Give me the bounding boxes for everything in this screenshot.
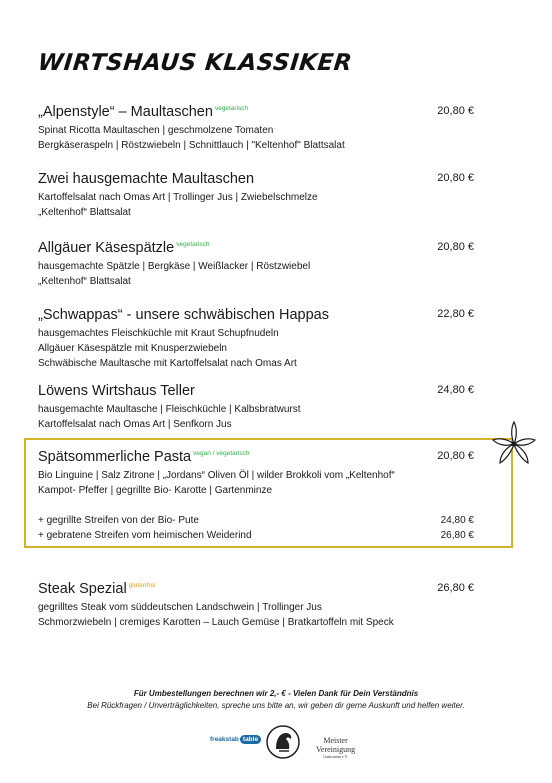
dish-description: Schwäbische Maultasche mit Kartoffelsalat nach Omas Art — [38, 358, 297, 369]
menu-item — [38, 239, 474, 289]
diet-tag: vegan / vegetarisch — [193, 449, 250, 457]
dish-price: 26,80 € — [437, 582, 474, 594]
dish-price: 20,80 € — [437, 450, 474, 462]
dish-name: Löwens Wirtshaus Teller — [38, 383, 195, 399]
dish-description: Spinat Ricotta Maultaschen | geschmolzene Tomaten — [38, 125, 274, 136]
addon-row — [38, 513, 474, 528]
partner-logos — [210, 725, 360, 765]
dish-description: gegrilltes Steak vom süddeutschen Landschwein | Trollinger Jus — [38, 602, 322, 613]
menu-item — [38, 103, 474, 153]
dish-description: Kartoffelsalat nach Omas Art | Trollinger Jus | Zwiebelschmelze — [38, 192, 318, 203]
dish-description: hausgemachte Spätzle | Bergkäse | Weißlacker | Röstzwiebel — [38, 261, 311, 272]
dish-description: „Keltenhof“ Blattsalat — [38, 207, 131, 218]
dish-description: „Keltenhof“ Blattsalat — [38, 276, 131, 287]
menu-item-header — [38, 448, 474, 468]
dish-name: „Schwappas“ - unsere schwäbischen Happas — [38, 307, 329, 323]
dish-description: Schmorzwiebeln | cremiges Karotten – Lauch Gemüse | Bratkartoffeln mit Speck — [38, 617, 394, 628]
addon-price: 26,80 € — [440, 530, 474, 541]
menu-item-header — [38, 103, 474, 123]
lion-logo-icon — [266, 725, 300, 759]
dish-description: hausgemachte Maultasche | Fleischküchle | Kalbsbratwurst — [38, 404, 301, 415]
page-title: WIRTSHAUS KLASSIKER — [36, 50, 354, 76]
dish-price: 20,80 € — [437, 105, 474, 117]
freakstable-logo: freakstab table — [210, 736, 261, 743]
menu-item-header — [38, 382, 474, 402]
dish-name: „Alpenstyle“ – Maultaschen — [38, 104, 213, 120]
addon-price: 24,80 € — [440, 515, 474, 526]
dish-name: Zwei hausgemachte Maultaschen — [38, 171, 255, 187]
menu-item-header — [38, 170, 474, 190]
dish-name: Steak Spezial — [38, 581, 127, 597]
dish-description: hausgemachtes Fleischküchle mit Kraut Schupfnudeln — [38, 328, 279, 339]
dish-price: 20,80 € — [437, 241, 474, 253]
dish-description: Allgäuer Käsespätzle mit Knusperzwiebeln — [38, 343, 227, 354]
addon-label: + gebratene Streifen vom heimischen Weiderind — [38, 530, 252, 541]
dish-description: Kampot- Pfeffer | gegrillte Bio- Karotte | Gartenminze — [38, 485, 273, 496]
menu-item — [38, 382, 474, 432]
featured-dish — [38, 448, 474, 543]
diet-tag: vegetarisch — [214, 104, 249, 112]
dish-name: Allgäuer Käsespätzle — [38, 240, 175, 256]
dish-description: Bergkäseraspeln | Röstzwiebeln | Schnittlauch | "Keltenhof" Blattsalat — [38, 140, 345, 151]
menu-item — [38, 306, 474, 371]
dish-name: Spätsommerliche Pasta — [38, 449, 192, 465]
menu-item — [38, 580, 474, 630]
dish-price: 24,80 € — [437, 384, 474, 396]
diet-tag: vegetarisch — [176, 240, 210, 248]
addon-row — [38, 528, 474, 543]
menu-item-header — [38, 239, 474, 259]
dish-description: Kartoffelsalat nach Omas Art | Senfkorn Jus — [38, 419, 232, 430]
dish-price: 22,80 € — [437, 308, 474, 320]
menu-item-header — [38, 580, 474, 600]
footer-note: Bei Rückfragen / Unverträglichkeiten, spreche uns bitte an, wir geben dir gerne Auskunft und helfen weiter. — [87, 701, 465, 710]
flower-icon — [490, 420, 538, 468]
dish-price: 20,80 € — [437, 172, 474, 184]
diet-tag: glutenfrei — [128, 581, 156, 589]
dish-description: Bio Linguine | Salz Zitrone | „Jordans“ Oliven Öl | wilder Brokkoli vom „Keltenhof“ — [38, 470, 395, 481]
footer-note: Für Umbestellungen berechnen wir 2,- € - Vielen Dank für Dein Verständnis — [133, 689, 419, 698]
menu-item — [38, 170, 474, 220]
menu-item-header — [38, 306, 474, 326]
meister-vereinigung-logo: Meister Vereinigung Gastronom e.V. — [316, 736, 356, 759]
addon-label: + gegrillte Streifen von der Bio- Pute — [38, 515, 199, 526]
